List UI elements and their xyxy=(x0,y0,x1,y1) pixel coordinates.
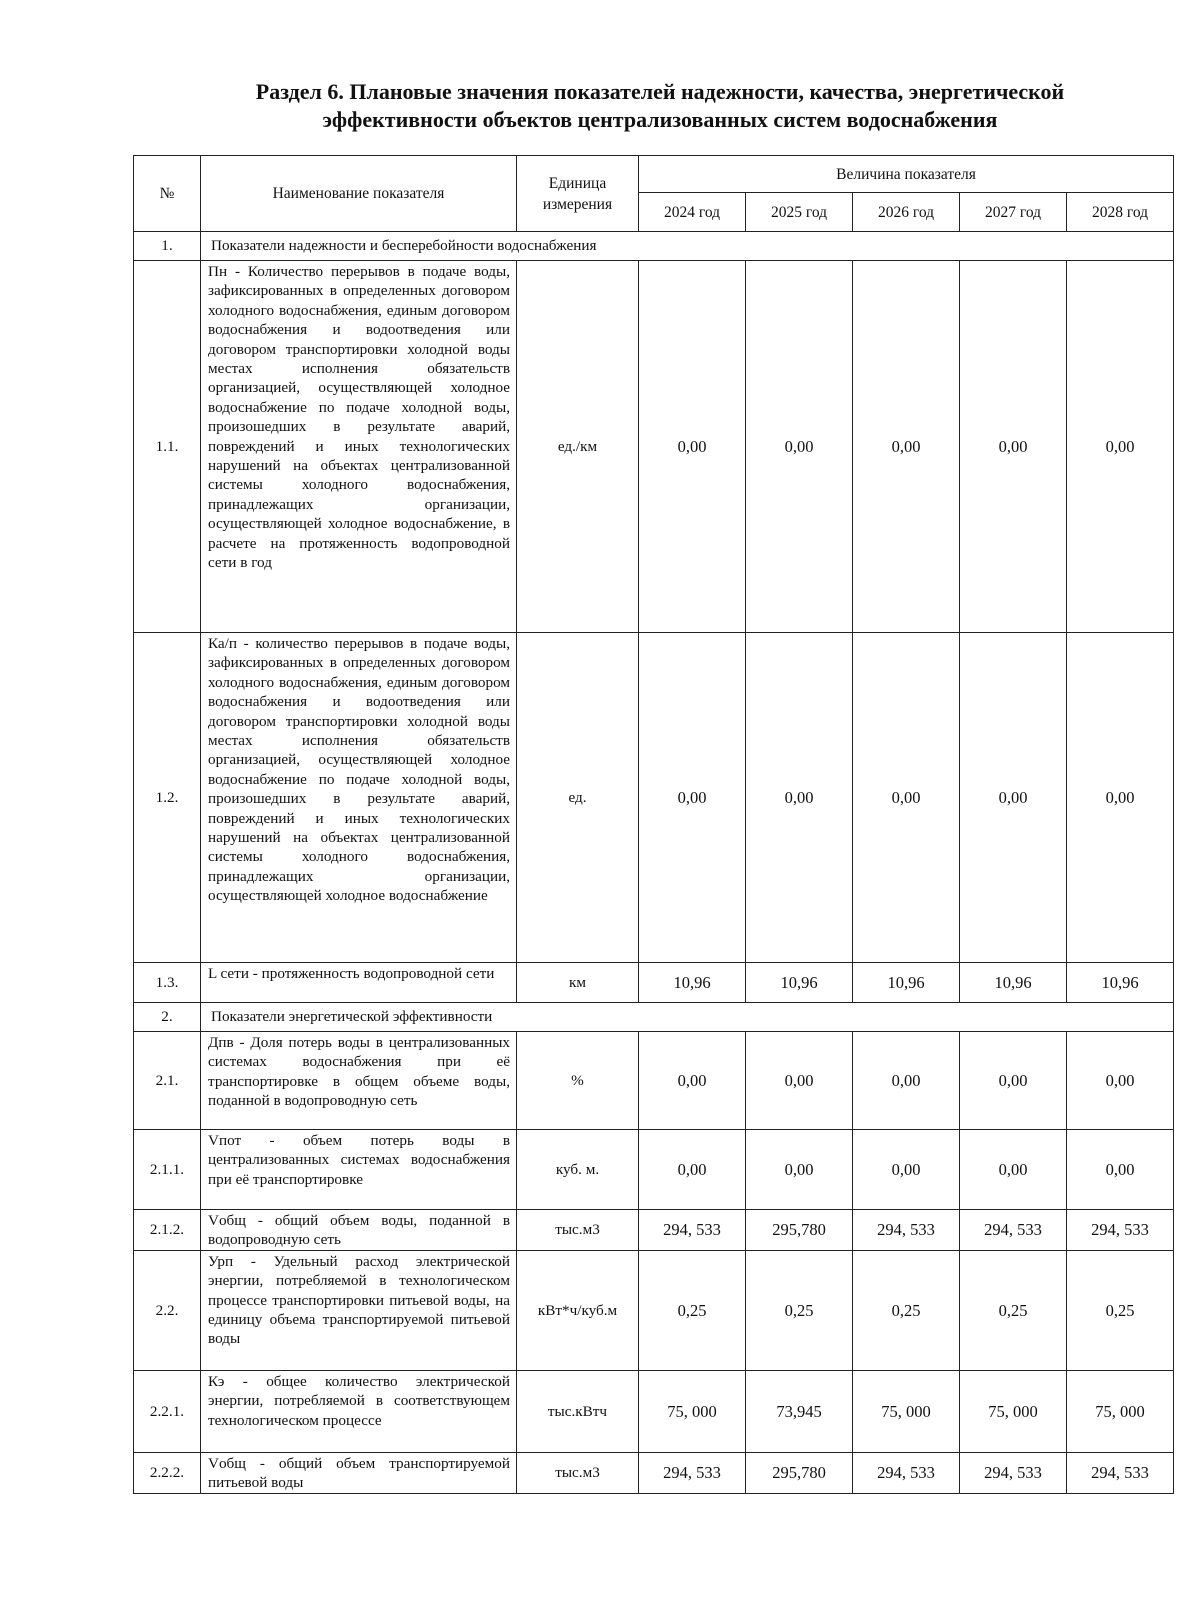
row-num: 2.1.1. xyxy=(134,1130,201,1210)
table-row xyxy=(134,963,1174,1003)
row-value: 0,25 xyxy=(960,1250,1067,1370)
row-name: Дпв - Доля потерь воды в централизованных системах водоснабжения при её транспортировке в общем объеме воды, поданной в водопроводную сеть xyxy=(201,1032,517,1130)
row-value: 73,945 xyxy=(746,1370,853,1452)
row-num: 1.1. xyxy=(134,261,201,633)
row-value: 294, 533 xyxy=(853,1210,960,1251)
row-value: 294, 533 xyxy=(1067,1210,1174,1251)
table-body xyxy=(134,232,1174,1494)
page-title-line-2: эффективности объектов централизованных систем водоснабжения xyxy=(322,107,998,132)
row-value: 0,00 xyxy=(853,261,960,633)
row-num: 1.3. xyxy=(134,963,201,1003)
row-unit: тыс.м3 xyxy=(517,1452,639,1493)
row-value: 10,96 xyxy=(1067,963,1174,1003)
row-name: Ка/п - количество перерывов в подаче воды, зафиксированных в определенных договором холодного водоснабжения, единым договором водоснабжения и водоотведения или договором транспортировки холодной воды местах исполнения обязательств организацией, осуществляющей холодное водоснабжение по подаче холодной воды, произошедших в результате аварий, повреждений и иных технологических нарушений на объектах централизованной системы холодного водоснабжения, принадлежащих организации, осуществляющей холодное водоснабжение xyxy=(201,633,517,963)
row-num: 2.2. xyxy=(134,1250,201,1370)
section-num: 1. xyxy=(134,232,201,261)
row-name: Кэ - общее количество электрической энергии, потребляемой в соответствующем технологическом процессе xyxy=(201,1370,517,1452)
row-value: 0,00 xyxy=(960,261,1067,633)
header-name: Наименование показателя xyxy=(201,156,517,232)
row-unit: ед. xyxy=(517,633,639,963)
row-name: L сети - протяженность водопроводной сети xyxy=(201,963,517,1003)
table-row xyxy=(134,261,1174,633)
row-value: 10,96 xyxy=(639,963,746,1003)
row-value: 10,96 xyxy=(960,963,1067,1003)
row-unit: км xyxy=(517,963,639,1003)
section-num: 2. xyxy=(134,1003,201,1032)
table-row xyxy=(134,1032,1174,1130)
row-value: 294, 533 xyxy=(639,1452,746,1493)
header-unit: Единица измерения xyxy=(517,156,639,232)
row-num: 2.1. xyxy=(134,1032,201,1130)
row-value: 294, 533 xyxy=(639,1210,746,1251)
row-value: 10,96 xyxy=(853,963,960,1003)
row-value: 0,00 xyxy=(1067,1032,1174,1130)
table-row xyxy=(134,1452,1174,1493)
row-name: Vобщ - общий объем транспортируемой питьевой воды xyxy=(201,1452,517,1493)
row-value: 0,00 xyxy=(960,1130,1067,1210)
row-value: 0,00 xyxy=(639,1032,746,1130)
row-unit: тыс.кВтч xyxy=(517,1370,639,1452)
row-name: Урп - Удельный расход электрической энергии, потребляемой в технологическом процессе транспортировки питьевой воды, на единицу объема транспортируемой питьевой воды xyxy=(201,1250,517,1370)
row-value: 0,25 xyxy=(639,1250,746,1370)
row-name: Пн - Количество перерывов в подаче воды, зафиксированных в определенных договором холодного водоснабжения, единым договором водоснабжения и водоотведения или договором транспортировки холодной воды местах исполнения обязательств организацией, осуществляющей холодное водоснабжение по подаче холодной воды, произошедших в результате аварий, повреждений и иных технологических нарушений на объектах централизованной системы холодного водоснабжения, принадлежащих организации, осуществляющей холодное водоснабжение, в расчете на протяженность водопроводной сети в год xyxy=(201,261,517,633)
indicators-table xyxy=(133,155,1174,1494)
row-unit: кВт*ч/куб.м xyxy=(517,1250,639,1370)
row-unit: тыс.м3 xyxy=(517,1210,639,1251)
row-value: 295,780 xyxy=(746,1452,853,1493)
row-num: 2.1.2. xyxy=(134,1210,201,1251)
row-value: 0,25 xyxy=(853,1250,960,1370)
section-row xyxy=(134,1003,1174,1032)
section-title: Показатели надежности и бесперебойности водоснабжения xyxy=(201,232,1174,261)
row-value: 0,00 xyxy=(853,1130,960,1210)
row-value: 0,00 xyxy=(746,261,853,633)
row-value: 0,00 xyxy=(639,633,746,963)
row-value: 0,00 xyxy=(1067,261,1174,633)
row-value: 0,25 xyxy=(746,1250,853,1370)
table-row xyxy=(134,1250,1174,1370)
row-value: 75, 000 xyxy=(853,1370,960,1452)
section-title: Показатели энергетической эффективности xyxy=(201,1003,1174,1032)
row-value: 0,00 xyxy=(746,633,853,963)
row-value: 0,00 xyxy=(960,1032,1067,1130)
row-value: 0,00 xyxy=(960,633,1067,963)
row-unit: % xyxy=(517,1032,639,1130)
table-row xyxy=(134,1210,1174,1251)
row-value: 75, 000 xyxy=(1067,1370,1174,1452)
row-value: 10,96 xyxy=(746,963,853,1003)
table-row xyxy=(134,633,1174,963)
row-value: 75, 000 xyxy=(639,1370,746,1452)
row-value: 294, 533 xyxy=(1067,1452,1174,1493)
row-num: 1.2. xyxy=(134,633,201,963)
row-value: 0,00 xyxy=(853,633,960,963)
row-value: 0,00 xyxy=(639,1130,746,1210)
row-unit: куб. м. xyxy=(517,1130,639,1210)
page-title-line-1: Раздел 6. Плановые значения показателей надежности, качества, энергетической xyxy=(255,79,1065,104)
header-num: № xyxy=(134,156,201,232)
header-year: 2026 год xyxy=(853,193,960,232)
row-value: 0,00 xyxy=(1067,1130,1174,1210)
row-value: 0,00 xyxy=(639,261,746,633)
header-year: 2024 год xyxy=(639,193,746,232)
row-value: 0,00 xyxy=(853,1032,960,1130)
row-value: 75, 000 xyxy=(960,1370,1067,1452)
row-value: 0,00 xyxy=(1067,633,1174,963)
row-value: 294, 533 xyxy=(960,1210,1067,1251)
header-year: 2025 год xyxy=(746,193,853,232)
row-name: Vобщ - общий объем воды, поданной в водопроводную сеть xyxy=(201,1210,517,1251)
row-value: 295,780 xyxy=(746,1210,853,1251)
header-year: 2028 год xyxy=(1067,193,1174,232)
row-unit: ед./км xyxy=(517,261,639,633)
page-title xyxy=(140,78,1180,134)
section-row xyxy=(134,232,1174,261)
table-row xyxy=(134,1130,1174,1210)
header-value-group: Величина показателя xyxy=(639,156,1174,193)
row-value: 0,00 xyxy=(746,1130,853,1210)
row-value: 0,00 xyxy=(746,1032,853,1130)
row-value: 0,25 xyxy=(1067,1250,1174,1370)
row-num: 2.2.2. xyxy=(134,1452,201,1493)
row-name: Vпот - объем потерь воды в централизованных системах водоснабжения при её транспортировке xyxy=(201,1130,517,1210)
row-value: 294, 533 xyxy=(853,1452,960,1493)
row-value: 294, 533 xyxy=(960,1452,1067,1493)
row-num: 2.2.1. xyxy=(134,1370,201,1452)
table-row xyxy=(134,1370,1174,1452)
table-header xyxy=(134,156,1174,232)
header-year: 2027 год xyxy=(960,193,1067,232)
